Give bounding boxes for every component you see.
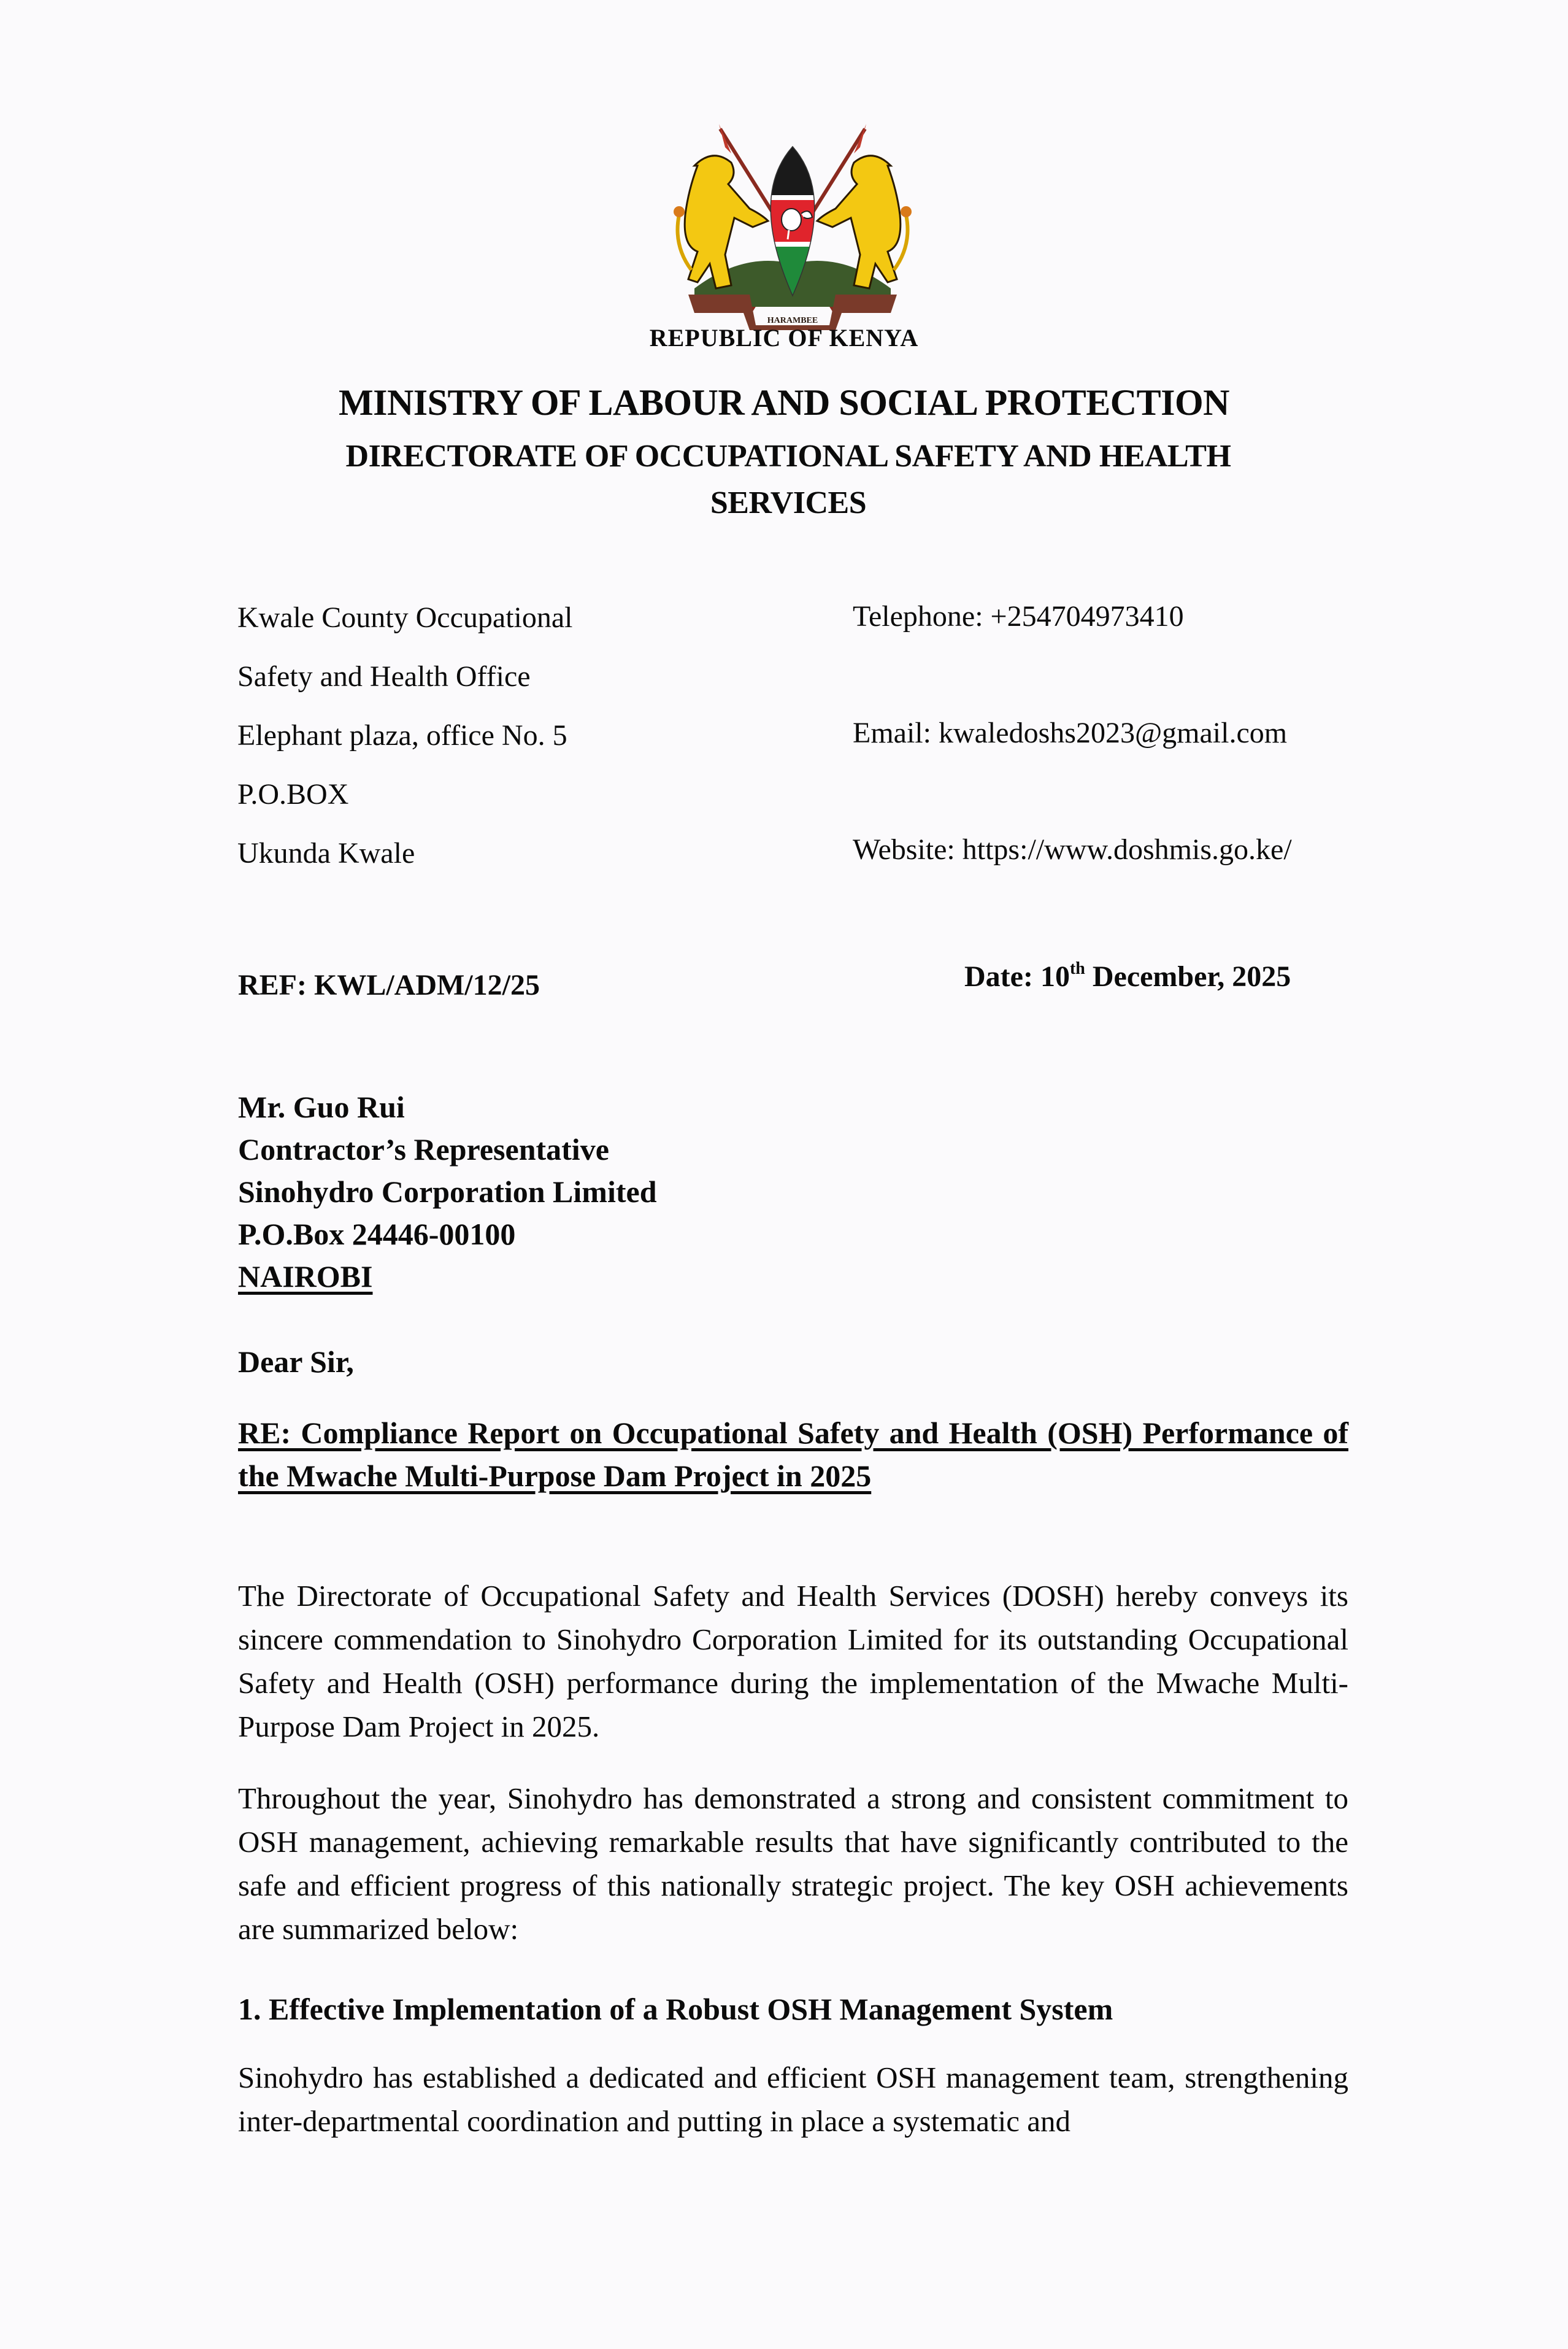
body-paragraph: The Directorate of Occupational Safety and Health Services (DOSH) hereby conveys its sincere commendation to Sinohydro Corporation Limited for its outstanding Occupational Safety and Health (OSH) performance during the implementation of the Mwache Multi-Purpose Dam Project in 2025. xyxy=(238,1579,1348,1743)
recipient-name: Mr. Guo Rui xyxy=(238,1090,405,1124)
subject-line: RE: Compliance Report on Occupational Safety and Health (OSH) Performance of the Mwache Multi-Purpose Dam Project in 2025 xyxy=(238,1416,1348,1493)
salutation: Dear Sir, xyxy=(238,1344,354,1379)
address-line: Kwale County Occupational xyxy=(237,601,573,634)
reference-number: REF: KWL/ADM/12/25 xyxy=(238,969,540,1001)
address-line: Safety and Health Office xyxy=(237,660,531,693)
republic-of-kenya-label: REPUBLIC OF KENYA xyxy=(649,324,919,352)
recipient-pobox: P.O.Box 24446-00100 xyxy=(238,1217,516,1251)
recipient-company: Sinohydro Corporation Limited xyxy=(238,1174,657,1209)
ministry-title: MINISTRY OF LABOUR AND SOCIAL PROTECTION xyxy=(339,382,1229,423)
section-heading: 1. Effective Implementation of a Robust OSH Management System xyxy=(238,1992,1113,2026)
recipient-title: Contractor’s Representative xyxy=(238,1132,609,1167)
date-ordinal: th xyxy=(1069,959,1085,978)
date-month-year: December, 2025 xyxy=(1085,960,1291,993)
body-paragraph: Throughout the year, Sinohydro has demonstrated a strong and consistent commitment to OSH management, achieving remarkable results that have significantly contributed to the safe and efficient progress of this nationally strategic project. The key OSH achievements are summarized below: xyxy=(238,1781,1348,1946)
address-line: Ukunda Kwale xyxy=(237,837,415,870)
contact-details xyxy=(853,600,1292,866)
letter-date xyxy=(964,959,1291,993)
website-link[interactable]: Website: https://www.doshmis.go.ke/ xyxy=(853,833,1292,866)
address-line: Elephant plaza, office No. 5 xyxy=(237,719,567,752)
telephone: Telephone: +254704973410 xyxy=(853,600,1184,633)
date-day: Date: 10 xyxy=(964,960,1070,993)
body-paragraph: Sinohydro has established a dedicated and efficient OSH management team, strengthening inter-departmental coordination and putting in place a systematic and xyxy=(238,2061,1348,2138)
directorate-line-2: SERVICES xyxy=(710,485,867,520)
directorate-title xyxy=(282,433,1294,526)
kenya-coat-of-arms-icon xyxy=(651,110,934,331)
recipient-city: NAIROBI xyxy=(238,1259,373,1294)
email-link[interactable]: Email: kwaledoshs2023@gmail.com xyxy=(853,717,1288,749)
directorate-line-1: DIRECTORATE OF OCCUPATIONAL SAFETY AND HEALTH xyxy=(345,439,1231,474)
svg-text:HARAMBEE: HARAMBEE xyxy=(767,316,818,325)
sender-address xyxy=(237,601,573,896)
address-line: P.O.BOX xyxy=(237,778,349,811)
recipient-address xyxy=(238,1086,657,1298)
